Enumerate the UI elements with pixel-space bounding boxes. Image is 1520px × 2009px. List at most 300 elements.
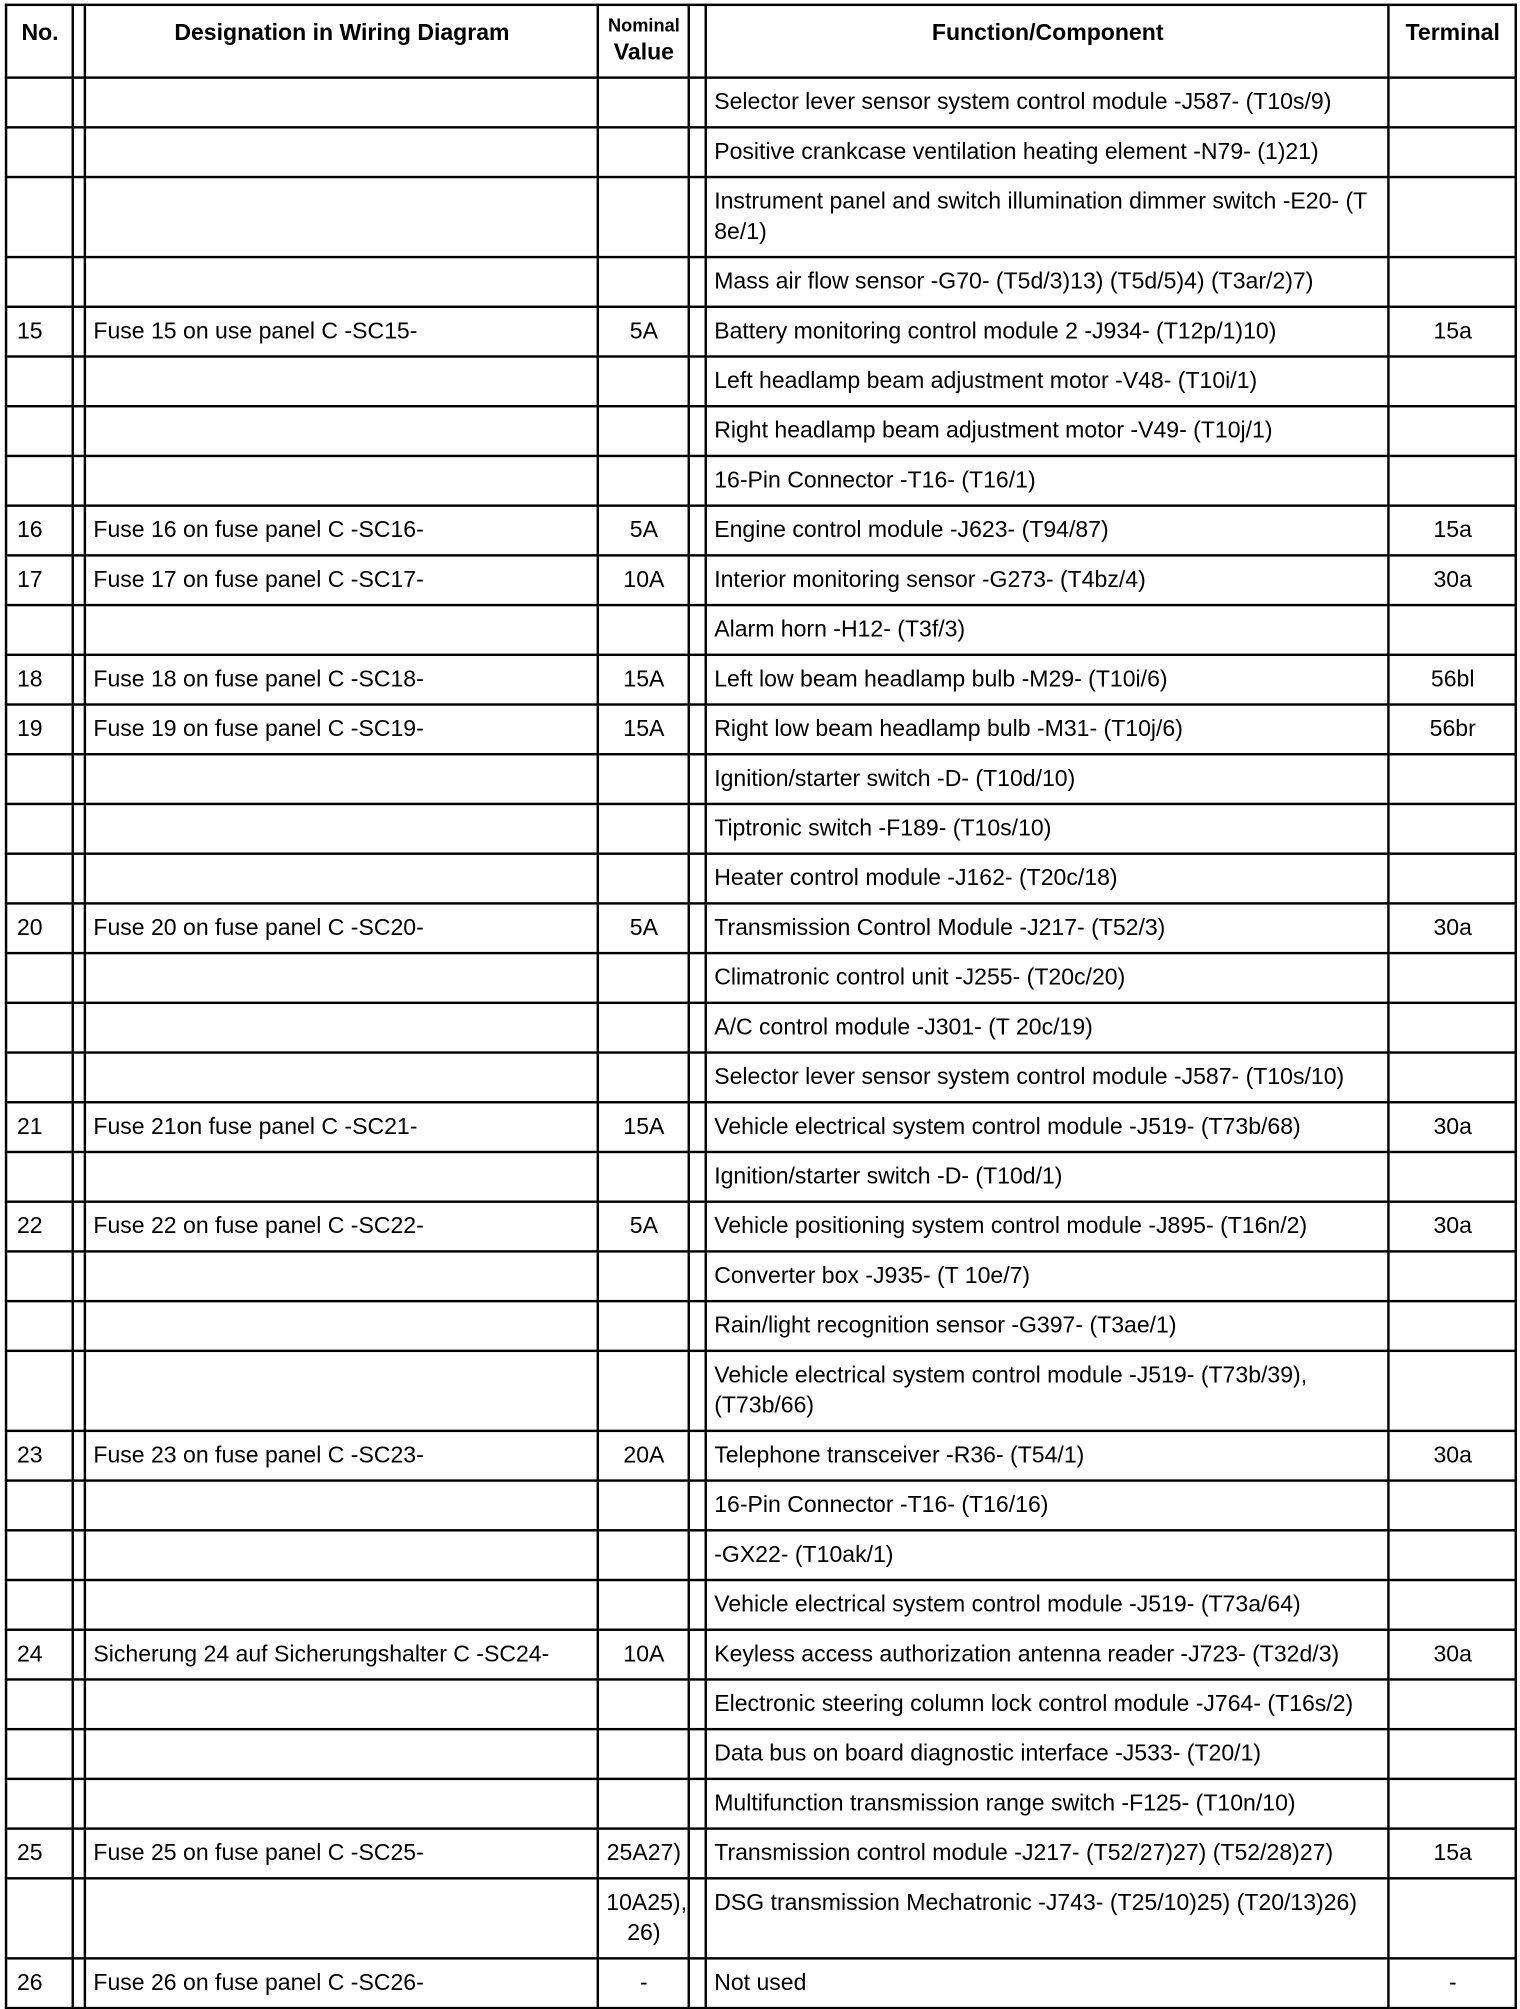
cell-designation — [85, 1779, 598, 1829]
table-row — [6, 1779, 1516, 1829]
cell-gap — [73, 903, 85, 953]
table-row — [6, 1152, 1516, 1202]
cell-terminal: 15a — [1388, 307, 1515, 357]
header-nominal-small: Nominal — [608, 15, 680, 37]
header-no: No. — [6, 5, 73, 78]
cell-function: A/C control module -J301- (T 20c/19) — [706, 1003, 1389, 1053]
cell-gap — [689, 605, 706, 655]
cell-terminal: 15a — [1388, 506, 1515, 556]
cell-terminal: - — [1388, 1958, 1515, 2008]
cell-no: 16 — [6, 506, 73, 556]
cell-gap — [73, 177, 85, 257]
cell-terminal: 30a — [1388, 1202, 1515, 1252]
cell-function: Telephone transceiver -R36- (T54/1) — [706, 1431, 1389, 1481]
cell-terminal — [1388, 1878, 1515, 1958]
cell-function: Rain/light recognition sensor -G397- (T3ae/1) — [706, 1301, 1389, 1351]
cell-no: 19 — [6, 705, 73, 755]
cell-function: -GX22- (T10ak/1) — [706, 1530, 1389, 1580]
cell-nominal-value: 5A — [598, 1202, 689, 1252]
cell-nominal-value — [598, 1580, 689, 1630]
cell-nominal-value — [598, 456, 689, 506]
cell-terminal — [1388, 177, 1515, 257]
cell-designation: Fuse 23 on fuse panel C -SC23- — [85, 1431, 598, 1481]
cell-function: Left low beam headlamp bulb -M29- (T10i/6) — [706, 655, 1389, 705]
cell-no — [6, 605, 73, 655]
cell-gap — [73, 1481, 85, 1531]
cell-designation — [85, 953, 598, 1003]
cell-function: Interior monitoring sensor -G273- (T4bz/4) — [706, 555, 1389, 605]
cell-gap — [73, 127, 85, 177]
cell-no: 18 — [6, 655, 73, 705]
cell-no — [6, 1152, 73, 1202]
cell-gap — [689, 1958, 706, 2008]
table-row — [6, 78, 1516, 128]
cell-terminal — [1388, 1152, 1515, 1202]
cell-terminal — [1388, 754, 1515, 804]
cell-no — [6, 357, 73, 407]
cell-terminal — [1388, 854, 1515, 904]
cell-nominal-value — [598, 127, 689, 177]
cell-designation — [85, 1053, 598, 1103]
table-row — [6, 1202, 1516, 1252]
cell-nominal-value: 15A — [598, 655, 689, 705]
cell-designation — [85, 1003, 598, 1053]
cell-terminal: 56bl — [1388, 655, 1515, 705]
cell-no — [6, 804, 73, 854]
cell-function: Selector lever sensor system control module -J587- (T10s/9) — [706, 78, 1389, 128]
cell-function: Tiptronic switch -F189- (T10s/10) — [706, 804, 1389, 854]
cell-nominal-value — [598, 1251, 689, 1301]
fuse-table — [5, 4, 1517, 2009]
cell-gap — [689, 804, 706, 854]
cell-designation — [85, 1878, 598, 1958]
cell-no — [6, 406, 73, 456]
cell-function: Not used — [706, 1958, 1389, 2008]
cell-gap — [689, 705, 706, 755]
cell-gap — [689, 456, 706, 506]
table-row — [6, 953, 1516, 1003]
cell-gap — [73, 506, 85, 556]
cell-terminal — [1388, 1729, 1515, 1779]
cell-function: Heater control module -J162- (T20c/18) — [706, 854, 1389, 904]
cell-no: 17 — [6, 555, 73, 605]
table-row — [6, 1301, 1516, 1351]
header-nominal-value — [598, 5, 689, 78]
cell-function: Transmission control module -J217- (T52/27)27) (T52/28)27) — [706, 1829, 1389, 1879]
table-row — [6, 307, 1516, 357]
cell-terminal — [1388, 605, 1515, 655]
header-gap-2 — [689, 5, 706, 78]
table-row — [6, 903, 1516, 953]
table-row — [6, 257, 1516, 307]
cell-nominal-value: 10A — [598, 1630, 689, 1680]
cell-gap — [689, 406, 706, 456]
cell-no: 20 — [6, 903, 73, 953]
cell-terminal — [1388, 456, 1515, 506]
cell-nominal-value — [598, 177, 689, 257]
table-row — [6, 1351, 1516, 1431]
cell-nominal-value — [598, 754, 689, 804]
cell-no — [6, 1530, 73, 1580]
header-nominal-big: Value — [613, 40, 674, 66]
cell-terminal — [1388, 257, 1515, 307]
cell-designation — [85, 406, 598, 456]
cell-gap — [73, 456, 85, 506]
cell-gap — [73, 1202, 85, 1252]
cell-gap — [73, 754, 85, 804]
cell-gap — [73, 1251, 85, 1301]
cell-function: Positive crankcase ventilation heating element -N79- (1)21) — [706, 127, 1389, 177]
cell-gap — [689, 1630, 706, 1680]
cell-designation — [85, 1580, 598, 1630]
cell-designation — [85, 1679, 598, 1729]
cell-designation: Fuse 26 on fuse panel C -SC26- — [85, 1958, 598, 2008]
cell-nominal-value — [598, 78, 689, 128]
table-row — [6, 456, 1516, 506]
cell-nominal-value: 5A — [598, 506, 689, 556]
cell-designation: Fuse 22 on fuse panel C -SC22- — [85, 1202, 598, 1252]
cell-gap — [689, 1679, 706, 1729]
cell-function: Left headlamp beam adjustment motor -V48- (T10i/1) — [706, 357, 1389, 407]
cell-gap — [689, 1102, 706, 1152]
cell-designation: Fuse 19 on fuse panel C -SC19- — [85, 705, 598, 755]
cell-function: 16-Pin Connector -T16- (T16/16) — [706, 1481, 1389, 1531]
cell-terminal — [1388, 1481, 1515, 1531]
cell-gap — [73, 705, 85, 755]
cell-gap — [73, 1580, 85, 1630]
header-designation: Designation in Wiring Diagram — [85, 5, 598, 78]
header-gap — [73, 5, 85, 78]
cell-gap — [689, 506, 706, 556]
cell-function: Vehicle positioning system control module -J895- (T16n/2) — [706, 1202, 1389, 1252]
table-row — [6, 1829, 1516, 1879]
cell-no — [6, 1679, 73, 1729]
cell-gap — [689, 1729, 706, 1779]
table-row — [6, 506, 1516, 556]
table-row — [6, 127, 1516, 177]
cell-gap — [73, 655, 85, 705]
cell-gap — [73, 1351, 85, 1431]
table-row — [6, 1003, 1516, 1053]
cell-nominal-value: - — [598, 1958, 689, 2008]
cell-no: 25 — [6, 1829, 73, 1879]
table-row — [6, 705, 1516, 755]
cell-gap — [689, 1580, 706, 1630]
cell-nominal-value — [598, 1152, 689, 1202]
cell-nominal-value — [598, 1481, 689, 1531]
cell-gap — [73, 605, 85, 655]
cell-gap — [73, 1003, 85, 1053]
cell-gap — [689, 1301, 706, 1351]
cell-gap — [689, 127, 706, 177]
cell-designation — [85, 127, 598, 177]
cell-no — [6, 1351, 73, 1431]
cell-gap — [689, 1779, 706, 1829]
table-row — [6, 655, 1516, 705]
cell-nominal-value — [598, 1679, 689, 1729]
cell-terminal — [1388, 1053, 1515, 1103]
cell-terminal — [1388, 1530, 1515, 1580]
cell-nominal-value — [598, 1053, 689, 1103]
cell-no — [6, 1878, 73, 1958]
cell-designation — [85, 1301, 598, 1351]
cell-nominal-value: 5A — [598, 903, 689, 953]
cell-gap — [689, 655, 706, 705]
cell-function: Multifunction transmission range switch -F125- (T10n/10) — [706, 1779, 1389, 1829]
cell-designation — [85, 357, 598, 407]
cell-gap — [73, 78, 85, 128]
cell-gap — [689, 1003, 706, 1053]
cell-function: Vehicle electrical system control module -J519- (T73b/68) — [706, 1102, 1389, 1152]
cell-terminal: 30a — [1388, 1630, 1515, 1680]
cell-terminal — [1388, 1679, 1515, 1729]
table-row — [6, 1530, 1516, 1580]
cell-terminal — [1388, 1003, 1515, 1053]
cell-function: Electronic steering column lock control module -J764- (T16s/2) — [706, 1679, 1389, 1729]
cell-function: Engine control module -J623- (T94/87) — [706, 506, 1389, 556]
cell-function: DSG transmission Mechatronic -J743- (T25/10)25) (T20/13)26) — [706, 1878, 1389, 1958]
cell-gap — [689, 1530, 706, 1580]
cell-gap — [73, 1152, 85, 1202]
cell-no — [6, 953, 73, 1003]
table-row — [6, 1679, 1516, 1729]
cell-nominal-value — [598, 1351, 689, 1431]
table-row — [6, 1878, 1516, 1958]
cell-gap — [689, 78, 706, 128]
cell-gap — [73, 357, 85, 407]
cell-no: 22 — [6, 1202, 73, 1252]
cell-gap — [73, 953, 85, 1003]
cell-gap — [689, 903, 706, 953]
table-row — [6, 1251, 1516, 1301]
cell-designation: Fuse 20 on fuse panel C -SC20- — [85, 903, 598, 953]
cell-no — [6, 1729, 73, 1779]
cell-nominal-value: 25A27) — [598, 1829, 689, 1879]
cell-gap — [73, 1779, 85, 1829]
cell-nominal-value — [598, 257, 689, 307]
cell-designation — [85, 78, 598, 128]
cell-terminal: 30a — [1388, 1431, 1515, 1481]
cell-terminal: 30a — [1388, 903, 1515, 953]
cell-nominal-value — [598, 804, 689, 854]
cell-gap — [73, 1630, 85, 1680]
cell-gap — [73, 406, 85, 456]
cell-gap — [73, 854, 85, 904]
cell-function: 16-Pin Connector -T16- (T16/1) — [706, 456, 1389, 506]
cell-function: Transmission Control Module -J217- (T52/3) — [706, 903, 1389, 953]
cell-gap — [689, 1251, 706, 1301]
cell-gap — [689, 555, 706, 605]
cell-function: Instrument panel and switch illumination dimmer switch -E20- (T 8e/1) — [706, 177, 1389, 257]
cell-no: 15 — [6, 307, 73, 357]
cell-function: Battery monitoring control module 2 -J934- (T12p/1)10) — [706, 307, 1389, 357]
cell-designation — [85, 1251, 598, 1301]
cell-gap — [73, 307, 85, 357]
cell-function: Right low beam headlamp bulb -M31- (T10j/6) — [706, 705, 1389, 755]
table-row — [6, 1729, 1516, 1779]
cell-nominal-value — [598, 1003, 689, 1053]
cell-nominal-value: 10A25), 26) — [598, 1878, 689, 1958]
cell-gap — [73, 1301, 85, 1351]
cell-nominal-value — [598, 357, 689, 407]
cell-no — [6, 1003, 73, 1053]
cell-no — [6, 1580, 73, 1630]
cell-no — [6, 1779, 73, 1829]
cell-nominal-value — [598, 406, 689, 456]
cell-gap — [73, 257, 85, 307]
cell-gap — [689, 1202, 706, 1252]
cell-gap — [73, 1530, 85, 1580]
cell-nominal-value — [598, 1530, 689, 1580]
cell-gap — [73, 1729, 85, 1779]
cell-terminal: 15a — [1388, 1829, 1515, 1879]
cell-nominal-value: 10A — [598, 555, 689, 605]
table-row — [6, 1053, 1516, 1103]
cell-no — [6, 78, 73, 128]
cell-nominal-value — [598, 1779, 689, 1829]
cell-gap — [689, 307, 706, 357]
cell-designation: Fuse 16 on fuse panel C -SC16- — [85, 506, 598, 556]
cell-no — [6, 754, 73, 804]
cell-no — [6, 1481, 73, 1531]
cell-designation: Fuse 18 on fuse panel C -SC18- — [85, 655, 598, 705]
cell-gap — [73, 1053, 85, 1103]
cell-terminal — [1388, 127, 1515, 177]
cell-gap — [73, 1431, 85, 1481]
cell-designation: Sicherung 24 auf Sicherungshalter C -SC24- — [85, 1630, 598, 1680]
table-row — [6, 1958, 1516, 2008]
cell-function: Alarm horn -H12- (T3f/3) — [706, 605, 1389, 655]
cell-nominal-value: 5A — [598, 307, 689, 357]
cell-function: Mass air flow sensor -G70- (T5d/3)13) (T5d/5)4) (T3ar/2)7) — [706, 257, 1389, 307]
cell-function: Selector lever sensor system control module -J587- (T10s/10) — [706, 1053, 1389, 1103]
cell-gap — [689, 357, 706, 407]
cell-nominal-value: 15A — [598, 1102, 689, 1152]
table-row — [6, 605, 1516, 655]
cell-nominal-value — [598, 1729, 689, 1779]
cell-terminal — [1388, 1351, 1515, 1431]
cell-no: 23 — [6, 1431, 73, 1481]
cell-no: 21 — [6, 1102, 73, 1152]
cell-no — [6, 257, 73, 307]
cell-function: Vehicle electrical system control module -J519- (T73a/64) — [706, 1580, 1389, 1630]
cell-terminal: 30a — [1388, 555, 1515, 605]
cell-terminal — [1388, 804, 1515, 854]
table-row — [6, 1580, 1516, 1630]
cell-no: 24 — [6, 1630, 73, 1680]
cell-gap — [689, 1431, 706, 1481]
cell-gap — [689, 953, 706, 1003]
cell-function: Ignition/starter switch -D- (T10d/1) — [706, 1152, 1389, 1202]
cell-no — [6, 456, 73, 506]
cell-designation — [85, 854, 598, 904]
cell-terminal — [1388, 406, 1515, 456]
cell-function: Converter box -J935- (T 10e/7) — [706, 1251, 1389, 1301]
cell-gap — [689, 1878, 706, 1958]
cell-gap — [689, 1053, 706, 1103]
cell-gap — [73, 555, 85, 605]
cell-terminal: 30a — [1388, 1102, 1515, 1152]
cell-gap — [689, 754, 706, 804]
cell-designation — [85, 804, 598, 854]
table-row — [6, 177, 1516, 257]
cell-no — [6, 127, 73, 177]
cell-designation: Fuse 17 on fuse panel C -SC17- — [85, 555, 598, 605]
cell-no: 26 — [6, 1958, 73, 2008]
cell-no — [6, 1301, 73, 1351]
cell-terminal — [1388, 953, 1515, 1003]
cell-designation — [85, 1530, 598, 1580]
cell-designation: Fuse 25 on fuse panel C -SC25- — [85, 1829, 598, 1879]
cell-gap — [73, 1102, 85, 1152]
cell-terminal — [1388, 357, 1515, 407]
table-row — [6, 754, 1516, 804]
table-row — [6, 357, 1516, 407]
cell-gap — [689, 257, 706, 307]
header-function: Function/Component — [706, 5, 1389, 78]
cell-designation — [85, 1152, 598, 1202]
cell-designation — [85, 754, 598, 804]
cell-no — [6, 1053, 73, 1103]
cell-designation — [85, 257, 598, 307]
cell-designation — [85, 456, 598, 506]
cell-gap — [689, 854, 706, 904]
cell-gap — [689, 1481, 706, 1531]
cell-gap — [689, 1829, 706, 1879]
cell-function: Climatronic control unit -J255- (T20c/20) — [706, 953, 1389, 1003]
cell-terminal: 56br — [1388, 705, 1515, 755]
cell-nominal-value — [598, 953, 689, 1003]
cell-function: Ignition/starter switch -D- (T10d/10) — [706, 754, 1389, 804]
cell-gap — [73, 1679, 85, 1729]
cell-gap — [73, 804, 85, 854]
header-row — [6, 5, 1516, 78]
cell-designation — [85, 177, 598, 257]
table-row — [6, 854, 1516, 904]
cell-terminal — [1388, 1251, 1515, 1301]
cell-function: Data bus on board diagnostic interface -J533- (T20/1) — [706, 1729, 1389, 1779]
cell-designation — [85, 605, 598, 655]
cell-designation — [85, 1729, 598, 1779]
cell-designation — [85, 1351, 598, 1431]
cell-function: Right headlamp beam adjustment motor -V49- (T10j/1) — [706, 406, 1389, 456]
table-body — [6, 78, 1516, 2008]
cell-nominal-value — [598, 605, 689, 655]
cell-nominal-value — [598, 1301, 689, 1351]
cell-terminal — [1388, 1779, 1515, 1829]
table-row — [6, 1630, 1516, 1680]
cell-terminal — [1388, 78, 1515, 128]
cell-designation — [85, 1481, 598, 1531]
table-row — [6, 1102, 1516, 1152]
cell-gap — [73, 1878, 85, 1958]
cell-nominal-value: 15A — [598, 705, 689, 755]
table-row — [6, 555, 1516, 605]
cell-no — [6, 177, 73, 257]
cell-designation: Fuse 21on fuse panel C -SC21- — [85, 1102, 598, 1152]
cell-gap — [689, 177, 706, 257]
cell-nominal-value: 20A — [598, 1431, 689, 1481]
cell-no — [6, 1251, 73, 1301]
cell-function: Keyless access authorization antenna reader -J723- (T32d/3) — [706, 1630, 1389, 1680]
cell-terminal — [1388, 1580, 1515, 1630]
cell-function: Vehicle electrical system control module -J519- (T73b/39), (T73b/66) — [706, 1351, 1389, 1431]
cell-gap — [689, 1351, 706, 1431]
cell-gap — [73, 1958, 85, 2008]
cell-designation: Fuse 15 on use panel C -SC15- — [85, 307, 598, 357]
cell-nominal-value — [598, 854, 689, 904]
cell-gap — [73, 1829, 85, 1879]
